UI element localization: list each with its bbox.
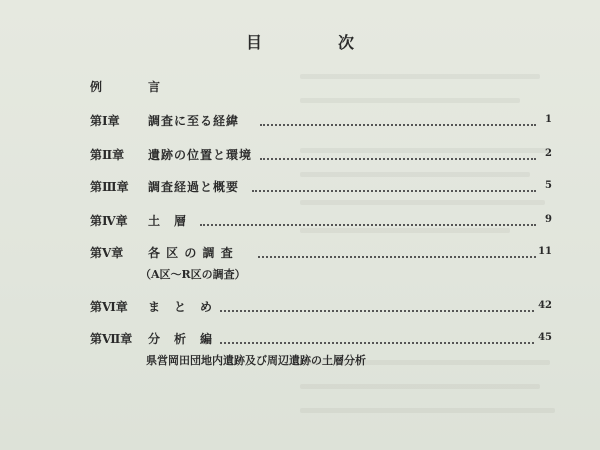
toc-entry-preface[interactable] bbox=[90, 78, 552, 96]
toc-entry-chapter-1[interactable] bbox=[90, 112, 552, 130]
toc-leader-dots bbox=[220, 340, 534, 344]
toc-title: 調査に至る経緯 bbox=[148, 114, 240, 128]
toc-title: 調査経過と概要 bbox=[148, 180, 240, 194]
toc-leader-dots bbox=[260, 122, 536, 126]
toc-entry-chapter-4[interactable] bbox=[90, 212, 552, 230]
toc-title: 遺跡の位置と環境 bbox=[148, 148, 253, 162]
toc-title: 分 析 編 bbox=[148, 332, 214, 346]
toc-leader-dots bbox=[252, 188, 536, 192]
toc-chapter-label: 第Ⅱ章 bbox=[90, 148, 125, 162]
toc-page-number: 42 bbox=[538, 300, 552, 311]
toc-title: ま と め bbox=[148, 300, 214, 314]
toc-page-number: 5 bbox=[545, 180, 552, 191]
toc-chapter-label: 第Ⅵ章 bbox=[90, 300, 128, 314]
toc-leader-dots bbox=[200, 222, 536, 226]
toc-chapter-label: 第Ⅲ章 bbox=[90, 180, 129, 194]
toc-entry-chapter-2[interactable] bbox=[90, 146, 552, 164]
show-through-line bbox=[300, 384, 540, 389]
toc-page-number: 11 bbox=[538, 246, 552, 257]
toc-chapter-label: 第Ⅰ章 bbox=[90, 114, 120, 128]
toc-leader-dots bbox=[220, 308, 534, 312]
toc-page-number: 2 bbox=[545, 148, 552, 159]
toc-chapter-label: 第Ⅶ章 bbox=[90, 332, 133, 346]
toc-title: 土 層 bbox=[148, 214, 188, 228]
page-title: 目 次 bbox=[245, 33, 384, 52]
toc-chapter-label: 第Ⅴ章 bbox=[90, 246, 124, 260]
toc-subtitle-chapter-5: （A区～R区の調査） bbox=[140, 268, 246, 281]
toc-entry-chapter-7[interactable] bbox=[90, 330, 552, 348]
toc-entry-chapter-3[interactable] bbox=[90, 178, 552, 196]
toc-leader-dots bbox=[258, 254, 536, 258]
toc-page-number: 9 bbox=[545, 214, 552, 225]
toc-entry-chapter-6[interactable] bbox=[90, 298, 552, 316]
show-through-line bbox=[300, 98, 520, 103]
toc-chapter-label: 例 bbox=[90, 80, 103, 94]
toc-page-number: 45 bbox=[538, 332, 552, 343]
toc-chapter-label: 第Ⅳ章 bbox=[90, 214, 128, 228]
toc-subtitle-chapter-7: 県営岡田団地内遺跡及び周辺遺跡の土層分析 bbox=[146, 354, 366, 367]
show-through-line bbox=[300, 408, 555, 413]
show-through-line bbox=[300, 172, 530, 177]
toc-page-number: 1 bbox=[545, 114, 552, 125]
toc-title: 各 区 の 調 査 bbox=[148, 246, 234, 260]
toc-entry-chapter-5[interactable] bbox=[90, 244, 552, 262]
show-through-line bbox=[300, 200, 545, 205]
toc-title: 言 bbox=[148, 80, 162, 94]
toc-leader-dots bbox=[260, 156, 536, 160]
